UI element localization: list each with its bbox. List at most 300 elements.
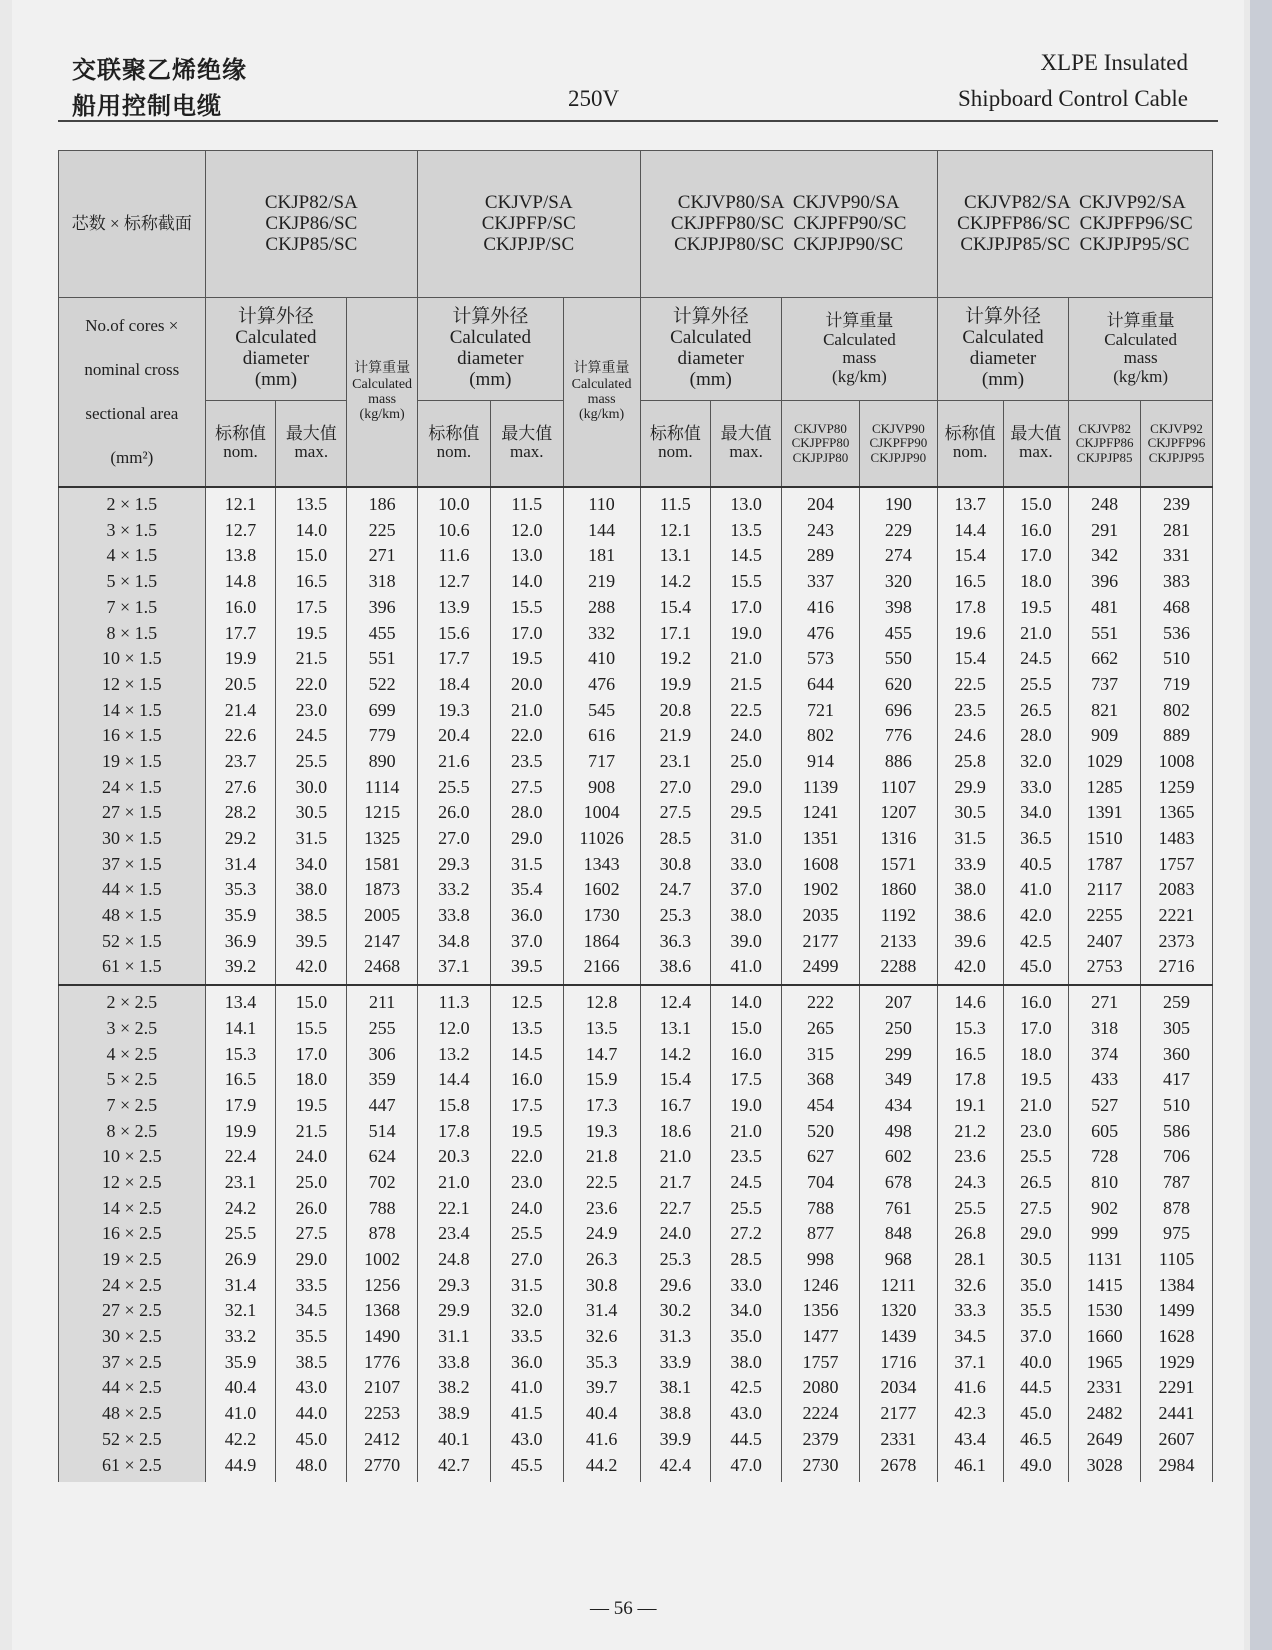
- value-cell: 33.0: [711, 1272, 782, 1298]
- value-cell: 28.5: [711, 1247, 782, 1273]
- value-cell: 551: [347, 646, 418, 672]
- value-cell: 1343: [563, 851, 640, 877]
- value-cell: 2107: [347, 1375, 418, 1401]
- value-cell: 19.9: [205, 1118, 276, 1144]
- value-cell: 1415: [1069, 1272, 1141, 1298]
- value-cell: 2331: [859, 1426, 937, 1452]
- core-size-cell: 37 × 1.5: [59, 851, 206, 877]
- value-cell: 32.0: [1003, 749, 1069, 775]
- value-cell: 21.7: [640, 1170, 711, 1196]
- value-cell: 24.9: [563, 1221, 640, 1247]
- value-cell: 36.9: [205, 928, 276, 954]
- value-cell: 1004: [563, 800, 640, 826]
- table-row: [59, 1452, 1213, 1482]
- value-cell: 2407: [1069, 928, 1141, 954]
- value-cell: 1107: [859, 774, 937, 800]
- core-size-cell: 7 × 1.5: [59, 594, 206, 620]
- value-cell: 620: [859, 672, 937, 698]
- value-cell: 27.5: [490, 774, 563, 800]
- core-size-cell: 3 × 2.5: [59, 1015, 206, 1041]
- value-cell: 1602: [563, 877, 640, 903]
- value-cell: 36.5: [1003, 826, 1069, 852]
- value-cell: 26.5: [1003, 1170, 1069, 1196]
- value-cell: 39.2: [205, 954, 276, 985]
- core-size-cell: 2 × 2.5: [59, 985, 206, 1016]
- table-row: [59, 1041, 1213, 1067]
- table-row: [59, 620, 1213, 646]
- value-cell: 17.0: [1003, 543, 1069, 569]
- value-cell: 25.3: [640, 903, 711, 929]
- value-cell: 190: [859, 487, 937, 518]
- value-cell: 17.0: [276, 1041, 347, 1067]
- value-cell: 40.4: [205, 1375, 276, 1401]
- value-cell: 186: [347, 487, 418, 518]
- value-cell: 42.7: [418, 1452, 491, 1482]
- value-cell: 1860: [859, 877, 937, 903]
- value-cell: 2177: [859, 1401, 937, 1427]
- value-cell: 433: [1069, 1067, 1141, 1093]
- cores-header-en: No.of cores × nominal cross sectional area (mm²): [59, 298, 206, 487]
- diameter-header-2: 计算外径 Calculated diameter (mm): [418, 298, 564, 401]
- value-cell: 3028: [1069, 1452, 1141, 1482]
- value-cell: 18.6: [640, 1118, 711, 1144]
- value-cell: 44.5: [1003, 1375, 1069, 1401]
- value-cell: 1131: [1069, 1247, 1141, 1273]
- value-cell: 181: [563, 543, 640, 569]
- mass-header-1: 计算重量 Calculated mass (kg/km): [347, 298, 418, 487]
- value-cell: 2034: [859, 1375, 937, 1401]
- value-cell: 33.0: [711, 851, 782, 877]
- value-cell: 704: [782, 1170, 860, 1196]
- value-cell: 44.5: [711, 1426, 782, 1452]
- value-cell: 644: [782, 672, 860, 698]
- value-cell: 42.4: [640, 1452, 711, 1482]
- value-cell: 398: [859, 594, 937, 620]
- value-cell: 43.0: [490, 1426, 563, 1452]
- value-cell: 22.0: [490, 1144, 563, 1170]
- value-cell: 1730: [563, 903, 640, 929]
- value-cell: 19.3: [563, 1118, 640, 1144]
- value-cell: 10.6: [418, 517, 491, 543]
- value-cell: 1368: [347, 1298, 418, 1324]
- value-cell: 19.0: [711, 620, 782, 646]
- value-cell: 42.5: [1003, 928, 1069, 954]
- value-cell: 13.0: [711, 487, 782, 518]
- value-cell: 2288: [859, 954, 937, 985]
- value-cell: 1384: [1141, 1272, 1213, 1298]
- value-cell: 15.5: [711, 569, 782, 595]
- value-cell: 821: [1069, 697, 1141, 723]
- value-cell: 42.0: [937, 954, 1003, 985]
- value-cell: 35.3: [563, 1349, 640, 1375]
- table-row: [59, 594, 1213, 620]
- value-cell: 573: [782, 646, 860, 672]
- value-cell: 13.9: [418, 594, 491, 620]
- nom-header-3: 标称值 nom.: [640, 401, 711, 487]
- value-cell: 15.0: [276, 985, 347, 1016]
- value-cell: 24.0: [711, 723, 782, 749]
- value-cell: 318: [1069, 1015, 1141, 1041]
- value-cell: 43.0: [276, 1375, 347, 1401]
- value-cell: 14.0: [490, 569, 563, 595]
- value-cell: 908: [563, 774, 640, 800]
- value-cell: 374: [1069, 1041, 1141, 1067]
- value-cell: 890: [347, 749, 418, 775]
- value-cell: 12.7: [205, 517, 276, 543]
- value-cell: 1608: [782, 851, 860, 877]
- value-cell: 21.0: [711, 1118, 782, 1144]
- value-cell: 332: [563, 620, 640, 646]
- value-cell: 25.3: [640, 1247, 711, 1273]
- value-cell: 342: [1069, 543, 1141, 569]
- value-cell: 28.1: [937, 1247, 1003, 1273]
- value-cell: 25.5: [1003, 672, 1069, 698]
- value-cell: 536: [1141, 620, 1213, 646]
- value-cell: 29.3: [418, 851, 491, 877]
- value-cell: 17.5: [711, 1067, 782, 1093]
- value-cell: 878: [347, 1221, 418, 1247]
- value-cell: 31.4: [563, 1298, 640, 1324]
- value-cell: 1365: [1141, 800, 1213, 826]
- value-cell: 1439: [859, 1324, 937, 1350]
- core-size-cell: 52 × 2.5: [59, 1426, 206, 1452]
- value-cell: 25.5: [205, 1221, 276, 1247]
- title-english-line-1: XLPE Insulated: [1040, 50, 1188, 75]
- value-cell: 999: [1069, 1221, 1141, 1247]
- value-cell: 728: [1069, 1144, 1141, 1170]
- value-cell: 14.5: [711, 543, 782, 569]
- table-row: [59, 569, 1213, 595]
- value-cell: 12.1: [640, 517, 711, 543]
- value-cell: 702: [347, 1170, 418, 1196]
- value-cell: 40.1: [418, 1426, 491, 1452]
- value-cell: 37.1: [937, 1349, 1003, 1375]
- table-row: [59, 1401, 1213, 1427]
- value-cell: 21.0: [418, 1170, 491, 1196]
- value-cell: 39.6: [937, 928, 1003, 954]
- value-cell: 15.4: [937, 646, 1003, 672]
- value-cell: 23.5: [937, 697, 1003, 723]
- value-cell: 11.6: [418, 543, 491, 569]
- value-cell: 33.5: [276, 1272, 347, 1298]
- value-cell: 1351: [782, 826, 860, 852]
- value-cell: 2224: [782, 1401, 860, 1427]
- value-cell: 2255: [1069, 903, 1141, 929]
- value-cell: 2716: [1141, 954, 1213, 985]
- core-size-cell: 14 × 2.5: [59, 1195, 206, 1221]
- value-cell: 719: [1141, 672, 1213, 698]
- value-cell: 315: [782, 1041, 860, 1067]
- value-cell: 26.0: [418, 800, 491, 826]
- table-row: [59, 903, 1213, 929]
- title-english-line-2: Shipboard Control Cable: [958, 86, 1188, 111]
- value-cell: 23.7: [205, 749, 276, 775]
- value-cell: 35.5: [276, 1324, 347, 1350]
- value-cell: 337: [782, 569, 860, 595]
- mass-header-4: 计算重量 Calculated mass (kg/km): [1069, 298, 1213, 401]
- value-cell: 12.1: [205, 487, 276, 518]
- value-cell: 23.6: [937, 1144, 1003, 1170]
- nom-header-1: 标称值 nom.: [205, 401, 276, 487]
- table-row: [59, 1170, 1213, 1196]
- table-row: [59, 672, 1213, 698]
- value-cell: 662: [1069, 646, 1141, 672]
- value-cell: 19.2: [640, 646, 711, 672]
- value-cell: 18.0: [1003, 1041, 1069, 1067]
- cable-spec-table: [58, 150, 1213, 1482]
- value-cell: 14.7: [563, 1041, 640, 1067]
- value-cell: 2379: [782, 1426, 860, 1452]
- value-cell: 38.0: [276, 877, 347, 903]
- value-cell: 27.6: [205, 774, 276, 800]
- value-cell: 2770: [347, 1452, 418, 1482]
- value-cell: 2482: [1069, 1401, 1141, 1427]
- value-cell: 250: [859, 1015, 937, 1041]
- value-cell: 19.5: [490, 646, 563, 672]
- value-cell: 11.3: [418, 985, 491, 1016]
- value-cell: 15.5: [490, 594, 563, 620]
- value-cell: 31.5: [490, 1272, 563, 1298]
- value-cell: 39.5: [490, 954, 563, 985]
- value-cell: 23.0: [1003, 1118, 1069, 1144]
- value-cell: 11026: [563, 826, 640, 852]
- value-cell: 29.9: [418, 1298, 491, 1324]
- mass-header-2: 计算重量 Calculated mass (kg/km): [563, 298, 640, 487]
- value-cell: 2607: [1141, 1426, 1213, 1452]
- core-size-cell: 5 × 1.5: [59, 569, 206, 595]
- value-cell: 16.0: [1003, 517, 1069, 543]
- model-header-80: CKJVP80 CKJPFP80 CKJPJP80: [782, 401, 860, 487]
- value-cell: 21.0: [1003, 1093, 1069, 1119]
- core-size-cell: 27 × 2.5: [59, 1298, 206, 1324]
- core-size-cell: 37 × 2.5: [59, 1349, 206, 1375]
- value-cell: 2412: [347, 1426, 418, 1452]
- core-size-cell: 61 × 1.5: [59, 954, 206, 985]
- value-cell: 410: [563, 646, 640, 672]
- core-size-cell: 48 × 2.5: [59, 1401, 206, 1427]
- value-cell: 248: [1069, 487, 1141, 518]
- value-cell: 975: [1141, 1221, 1213, 1247]
- value-cell: 545: [563, 697, 640, 723]
- value-cell: 37.1: [418, 954, 491, 985]
- model-header-92: CKJVP92 CKJPFP96 CKJPJP95: [1141, 401, 1213, 487]
- value-cell: 28.0: [490, 800, 563, 826]
- value-cell: 18.4: [418, 672, 491, 698]
- value-cell: 14.2: [640, 569, 711, 595]
- value-cell: 889: [1141, 723, 1213, 749]
- value-cell: 33.2: [418, 877, 491, 903]
- value-cell: 2117: [1069, 877, 1141, 903]
- value-cell: 721: [782, 697, 860, 723]
- value-cell: 38.1: [640, 1375, 711, 1401]
- value-cell: 13.5: [711, 517, 782, 543]
- core-size-cell: 16 × 2.5: [59, 1221, 206, 1247]
- value-cell: 17.0: [490, 620, 563, 646]
- diameter-header-4: 计算外径 Calculated diameter (mm): [937, 298, 1068, 401]
- value-cell: 17.5: [276, 594, 347, 620]
- max-header-2: 最大值 max.: [490, 401, 563, 487]
- value-cell: 24.8: [418, 1247, 491, 1273]
- value-cell: 42.0: [1003, 903, 1069, 929]
- value-cell: 38.0: [711, 1349, 782, 1375]
- value-cell: 21.0: [711, 646, 782, 672]
- title-chinese-line-1: 交联聚乙烯绝缘: [72, 56, 247, 84]
- value-cell: 41.6: [937, 1375, 1003, 1401]
- core-size-cell: 7 × 2.5: [59, 1093, 206, 1119]
- value-cell: 678: [859, 1170, 937, 1196]
- value-cell: 288: [563, 594, 640, 620]
- value-cell: 15.4: [937, 543, 1003, 569]
- core-size-cell: 4 × 1.5: [59, 543, 206, 569]
- table-row: [59, 1324, 1213, 1350]
- value-cell: 1246: [782, 1272, 860, 1298]
- value-cell: 551: [1069, 620, 1141, 646]
- value-cell: 29.5: [711, 800, 782, 826]
- value-cell: 19.6: [937, 620, 1003, 646]
- value-cell: 886: [859, 749, 937, 775]
- mass-header-3: 计算重量 Calculated mass (kg/km): [782, 298, 938, 401]
- value-cell: 1490: [347, 1324, 418, 1350]
- value-cell: 255: [347, 1015, 418, 1041]
- value-cell: 21.2: [937, 1118, 1003, 1144]
- value-cell: 26.3: [563, 1247, 640, 1273]
- table-row: [59, 543, 1213, 569]
- value-cell: 2984: [1141, 1452, 1213, 1482]
- value-cell: 2166: [563, 954, 640, 985]
- value-cell: 19.5: [1003, 594, 1069, 620]
- value-cell: 16.5: [276, 569, 347, 595]
- value-cell: 359: [347, 1067, 418, 1093]
- value-cell: 476: [782, 620, 860, 646]
- value-cell: 42.0: [276, 954, 347, 985]
- value-cell: 13.2: [418, 1041, 491, 1067]
- value-cell: 1259: [1141, 774, 1213, 800]
- table-row: [59, 1221, 1213, 1247]
- value-cell: 14.2: [640, 1041, 711, 1067]
- table-row: [59, 954, 1213, 985]
- table-header: [59, 151, 1213, 487]
- value-cell: 16.0: [1003, 985, 1069, 1016]
- value-cell: 1864: [563, 928, 640, 954]
- value-cell: 24.3: [937, 1170, 1003, 1196]
- value-cell: 225: [347, 517, 418, 543]
- value-cell: 1316: [859, 826, 937, 852]
- value-cell: 624: [347, 1144, 418, 1170]
- value-cell: 2373: [1141, 928, 1213, 954]
- value-cell: 998: [782, 1247, 860, 1273]
- value-cell: 16.0: [205, 594, 276, 620]
- value-cell: 696: [859, 697, 937, 723]
- value-cell: 1776: [347, 1349, 418, 1375]
- table-row: [59, 723, 1213, 749]
- value-cell: 36.0: [490, 1349, 563, 1375]
- max-header-4: 最大值 max.: [1003, 401, 1069, 487]
- value-cell: 29.0: [711, 774, 782, 800]
- value-cell: 22.5: [937, 672, 1003, 698]
- value-cell: 22.6: [205, 723, 276, 749]
- table-row: [59, 985, 1213, 1016]
- value-cell: 34.5: [937, 1324, 1003, 1350]
- value-cell: 18.0: [276, 1067, 347, 1093]
- table-row: [59, 1195, 1213, 1221]
- core-size-cell: 30 × 2.5: [59, 1324, 206, 1350]
- value-cell: 25.0: [711, 749, 782, 775]
- value-cell: 15.0: [711, 1015, 782, 1041]
- value-cell: 41.0: [205, 1401, 276, 1427]
- value-cell: 14.0: [711, 985, 782, 1016]
- core-size-cell: 8 × 1.5: [59, 620, 206, 646]
- value-cell: 1965: [1069, 1349, 1141, 1375]
- value-cell: 1391: [1069, 800, 1141, 826]
- value-cell: 360: [1141, 1041, 1213, 1067]
- value-cell: 38.9: [418, 1401, 491, 1427]
- value-cell: 19.9: [640, 672, 711, 698]
- value-cell: 2035: [782, 903, 860, 929]
- value-cell: 1325: [347, 826, 418, 852]
- value-cell: 627: [782, 1144, 860, 1170]
- value-cell: 788: [782, 1195, 860, 1221]
- value-cell: 24.2: [205, 1195, 276, 1221]
- value-cell: 30.0: [276, 774, 347, 800]
- value-cell: 1105: [1141, 1247, 1213, 1273]
- value-cell: 31.3: [640, 1324, 711, 1350]
- value-cell: 24.5: [711, 1170, 782, 1196]
- value-cell: 396: [1069, 569, 1141, 595]
- value-cell: 514: [347, 1118, 418, 1144]
- value-cell: 38.0: [937, 877, 1003, 903]
- value-cell: 41.0: [1003, 877, 1069, 903]
- value-cell: 1628: [1141, 1324, 1213, 1350]
- group-header-3: CKJVP80/SA CKJVP90/SA CKJPFP80/SC CKJPFP90/SC CKJPJP80/SC CKJPJP90/SC: [640, 151, 937, 298]
- table-row: [59, 851, 1213, 877]
- value-cell: 239: [1141, 487, 1213, 518]
- value-cell: 32.6: [563, 1324, 640, 1350]
- value-cell: 23.5: [711, 1144, 782, 1170]
- voltage-rating: 250V: [568, 86, 620, 111]
- core-size-cell: 44 × 1.5: [59, 877, 206, 903]
- value-cell: 21.0: [640, 1144, 711, 1170]
- value-cell: 331: [1141, 543, 1213, 569]
- value-cell: 13.1: [640, 1015, 711, 1041]
- core-size-cell: 16 × 1.5: [59, 723, 206, 749]
- value-cell: 25.5: [418, 774, 491, 800]
- value-cell: 243: [782, 517, 860, 543]
- value-cell: 22.5: [563, 1170, 640, 1196]
- value-cell: 26.9: [205, 1247, 276, 1273]
- value-cell: 17.8: [937, 594, 1003, 620]
- value-cell: 34.0: [276, 851, 347, 877]
- value-cell: 24.0: [640, 1221, 711, 1247]
- value-cell: 23.5: [490, 749, 563, 775]
- value-cell: 455: [347, 620, 418, 646]
- value-cell: 1029: [1069, 749, 1141, 775]
- value-cell: 510: [1141, 646, 1213, 672]
- value-cell: 39.5: [276, 928, 347, 954]
- value-cell: 25.5: [937, 1195, 1003, 1221]
- value-cell: 16.5: [937, 569, 1003, 595]
- diameter-header-3: 计算外径 Calculated diameter (mm): [640, 298, 782, 401]
- value-cell: 2133: [859, 928, 937, 954]
- table-body: [59, 487, 1213, 1482]
- table-row: [59, 1093, 1213, 1119]
- value-cell: 49.0: [1003, 1452, 1069, 1482]
- header-rule: [58, 120, 1218, 122]
- value-cell: 396: [347, 594, 418, 620]
- value-cell: 434: [859, 1093, 937, 1119]
- table-row: [59, 928, 1213, 954]
- value-cell: 1929: [1141, 1349, 1213, 1375]
- value-cell: 33.0: [1003, 774, 1069, 800]
